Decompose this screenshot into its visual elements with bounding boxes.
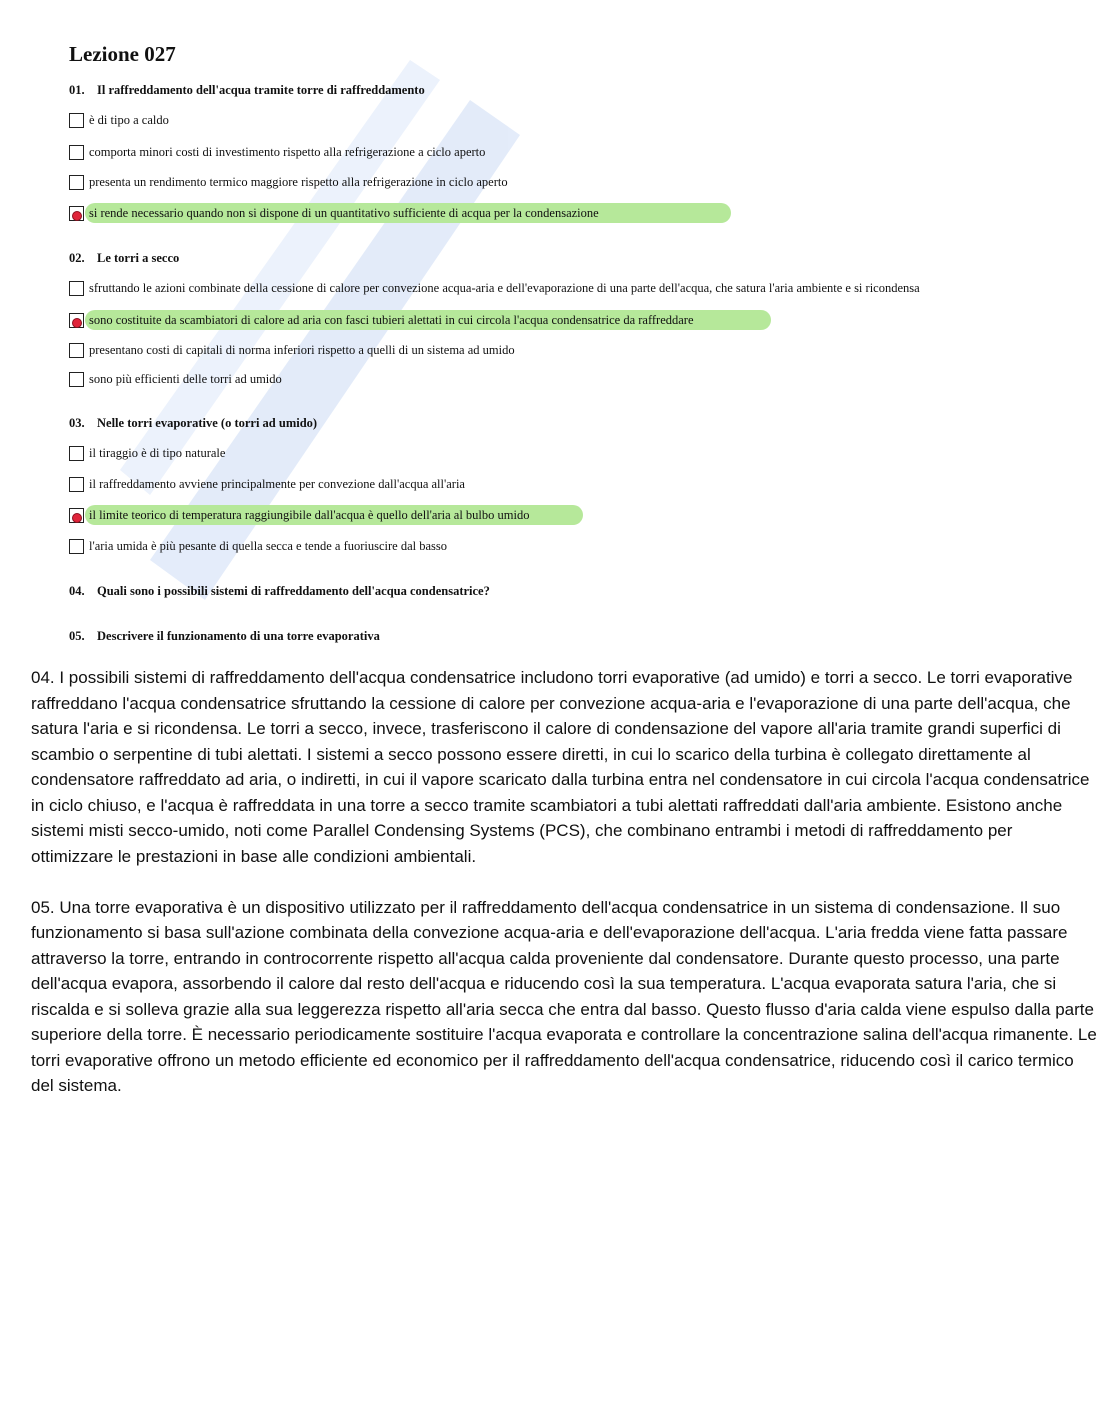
question-title — [69, 416, 317, 431]
checkbox[interactable] — [69, 281, 84, 296]
checkbox[interactable] — [69, 539, 84, 554]
option-text: sono più efficienti delle torri ad umido — [89, 372, 282, 386]
question-title — [69, 584, 490, 599]
answer-paragraph: 05. Una torre evaporativa è un dispositivo utilizzato per il raffreddamento dell'acqua condensatrice in un sistema di condensazione. Il suo funzionamento si basa sull'azione combinata della convezione acqua-aria e dell'evaporazione dell'acqua. L'aria fredda viene fatta passare attraverso la torre, entrando in controcorrente rispetto all'acqua calda proveniente dal condensatore. Durante questo processo, una parte dell'acqua evapora, assorbendo il calore dal resto dell'acqua e riducendo così la sua temperatura. L'acqua evaporata satura l'aria, che si riscalda e si solleva grazie alla sua leggerezza rispetto all'aria secca che entra dal basso. Questo flusso d'aria calda viene espulso dalla parte superiore della torre. È necessario periodicamente sostituire l'acqua evaporata e controllare la concentrazione salina dell'acqua rimanente. Le torri evaporative offrono un metodo efficiente ed economico per il raffreddamento dell'acqua condensatrice, riducendo così il carico termico del sistema. — [31, 897, 1097, 1095]
answers-section — [31, 665, 1099, 1099]
question-title — [69, 629, 380, 644]
question-text: Quali sono i possibili sistemi di raffreddamento dell'acqua condensatrice? — [97, 584, 490, 598]
checkbox[interactable] — [69, 343, 84, 358]
checkbox[interactable] — [69, 446, 84, 461]
checkbox[interactable] — [69, 113, 84, 128]
question-text: Nelle torri evaporative (o torri ad umido) — [97, 416, 318, 430]
option-text: è di tipo a caldo — [89, 113, 169, 127]
option-text: il raffreddamento avviene principalmente per convezione dall'acqua all'aria — [89, 477, 465, 491]
option-text: sono costituite da scambiatori di calore ad aria con fasci tubieri alettati in cui circola l'acqua condensatrice da raffreddare — [89, 313, 694, 327]
question-number: 02. — [69, 251, 85, 265]
selected-dot-icon — [72, 211, 82, 221]
question-number: 01. — [69, 83, 85, 97]
question-number: 03. — [69, 416, 85, 430]
checkbox[interactable] — [69, 372, 84, 387]
option-text: presenta un rendimento termico maggiore rispetto alla refrigerazione in ciclo aperto — [89, 175, 508, 189]
question-title — [69, 83, 425, 98]
checkbox[interactable] — [69, 477, 84, 492]
question-number: 05. — [69, 629, 85, 643]
checkbox[interactable] — [69, 175, 84, 190]
selected-dot-icon — [72, 318, 82, 328]
question-text: Il raffreddamento dell'acqua tramite torre di raffreddamento — [97, 83, 425, 97]
question-text: Le torri a secco — [97, 251, 180, 265]
option-text: comporta minori costi di investimento rispetto alla refrigerazione a ciclo aperto — [89, 145, 486, 159]
option-text: presentano costi di capitali di norma inferiori rispetto a quelli di un sistema ad umido — [89, 343, 515, 357]
lesson-title: Lezione 027 — [69, 42, 176, 66]
question-text: Descrivere il funzionamento di una torre evaporativa — [97, 629, 380, 643]
option-text: il tiraggio è di tipo naturale — [89, 446, 226, 460]
question-number: 04. — [69, 584, 85, 598]
option-text: si rende necessario quando non si dispone di un quantitativo sufficiente di acqua per la condensazione — [89, 206, 599, 220]
option-text: l'aria umida è più pesante di quella secca e tende a fuoriuscire dal basso — [89, 539, 448, 553]
checkbox[interactable] — [69, 145, 84, 160]
selected-dot-icon — [72, 513, 82, 523]
option-text: il limite teorico di temperatura raggiungibile dall'acqua è quello dell'aria al bulbo umido — [89, 508, 530, 522]
answer-paragraph: 04. I possibili sistemi di raffreddamento dell'acqua condensatrice includono torri evaporative (ad umido) e torri a secco. Le torri evaporative raffreddano l'acqua condensatrice sfruttando la cessione di calore per convezione acqua-aria e l'evaporazione di una parte dell'acqua, che satura l'aria e si ricondensa. Le torri a secco, invece, trasferiscono il calore di condensazione del vapore all'aria tramite grandi superfici di scambio o serpentine di tubi alettati. I sistemi a secco possono essere diretti, in cui lo scarico della turbina è collegato direttamente al condensatore raffreddato ad aria, o indiretti, in cui il vapore scaricato dalla turbina entra nel condensatore in cui circola l'acqua condensatrice in ciclo chiuso, e l'acqua è raffreddata in una torre a secco tramite scambiatori a tubi alettati raffreddati dall'aria ambiente. Esistono anche sistemi misti secco-umido, noti come Parallel Condensing Systems (PCS), che combinano entrambi i metodi di raffreddamento per ottimizzare le prestazioni in base alle condizioni ambientali. — [31, 668, 1090, 866]
option-text: sfruttando le azioni combinate della cessione di calore per convezione acqua-aria e dell'evaporazione di una parte dell'acqua, che satura l'aria ambiente e si ricondensa — [89, 281, 920, 295]
question-title — [69, 251, 179, 266]
